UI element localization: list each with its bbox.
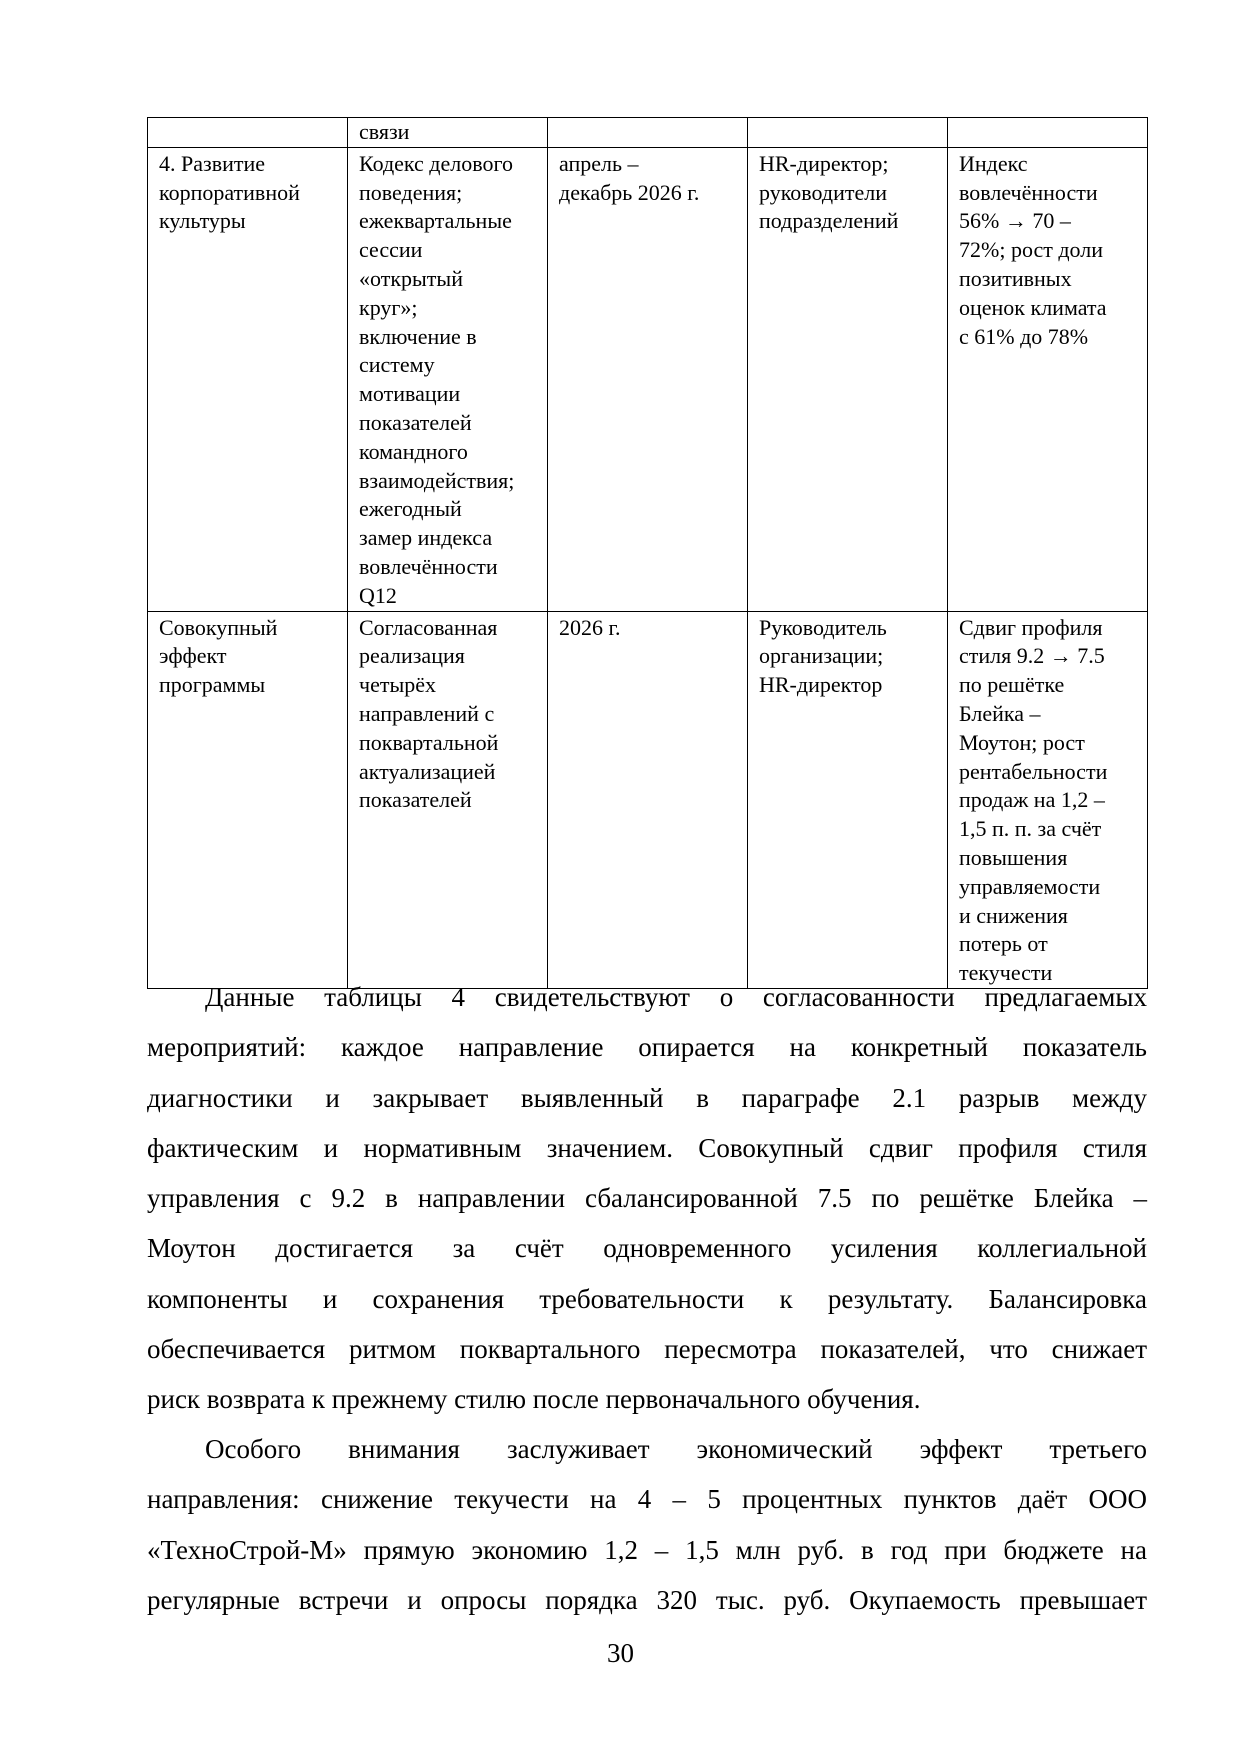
text-line: регулярные встречи и опросы порядка 320 тыс. руб. Окупаемость превышает <box>147 1584 1147 1615</box>
cell-text-line: повышения <box>959 844 1068 870</box>
cell-text-line: поведения; <box>359 179 463 205</box>
table-row <box>148 118 1148 148</box>
cell-text-line: четырёх <box>359 672 436 698</box>
cell-text-line: показателей <box>359 409 472 435</box>
cell-text-line: руководители <box>759 179 887 205</box>
cell-text-line: с 61% до 78% <box>959 323 1089 349</box>
cell-text-line: связи <box>359 119 410 144</box>
cell-text-line: программы <box>159 672 266 698</box>
cell-text-line: командного <box>359 438 468 464</box>
paragraph-1 <box>147 972 1147 1425</box>
cell-text-line: управляемости <box>959 873 1101 899</box>
cell-text-line: 2026 г. <box>559 614 621 640</box>
cell-text-line: Блейка – <box>959 700 1041 726</box>
text-line: фактическим и нормативным значением. Совокупный сдвиг профиля стиля <box>147 1132 1147 1163</box>
table-cell <box>948 611 1148 988</box>
cell-text-line: направлений с <box>359 700 495 726</box>
table-row <box>148 147 1148 611</box>
table-cell <box>148 118 348 148</box>
cell-text-line: круг»; <box>359 294 418 320</box>
cell-text-line: включение в <box>359 323 477 349</box>
table-row <box>148 611 1148 988</box>
cell-text-line: поквартальной <box>359 729 499 755</box>
text-line: Особого внимания заслуживает экономический эффект третьего <box>205 1434 1147 1464</box>
cell-text-line: по решётке <box>959 672 1065 698</box>
table-cell <box>748 611 948 988</box>
table-cell <box>748 118 948 148</box>
cell-text-line: 4. Развитие <box>159 150 266 176</box>
table-cell <box>748 147 948 611</box>
text-line: мероприятий: каждое направление опирается на конкретный показатель <box>147 1032 1147 1063</box>
cell-text-line: текучести <box>959 960 1053 986</box>
cell-text-line: Руководитель <box>759 614 887 640</box>
cell-text-line: замер индекса <box>359 525 493 551</box>
cell-text-line: апрель – <box>559 150 639 176</box>
cell-text-line: Совокупный <box>159 614 278 640</box>
cell-text-line: Кодекс делового <box>359 150 513 176</box>
page-number: 30 <box>607 1638 634 1668</box>
cell-text-line: 1,5 п. п. за счёт <box>959 816 1102 842</box>
cell-text-line: ежегодный <box>359 496 462 522</box>
cell-text-line: HR-директор <box>759 672 883 698</box>
cell-text-line: Q12 <box>359 582 397 608</box>
cell-text-line: Согласованная <box>359 614 498 640</box>
cell-text-line: Моутон; рост <box>959 729 1085 755</box>
cell-text-line: корпоративной <box>159 179 300 205</box>
table-body <box>148 118 1148 989</box>
cell-text-line: систему <box>359 352 435 378</box>
cell-text-line: актуализацией <box>359 758 496 784</box>
text-line: обеспечивается ритмом поквартального пересмотра показателей, что снижает <box>147 1334 1147 1365</box>
paragraph-2 <box>147 1424 1147 1625</box>
cell-text-line: потерь от <box>959 931 1048 957</box>
table-cell <box>548 147 748 611</box>
cell-text-line: 72%; рост доли <box>959 237 1104 263</box>
cell-text-line: показателей <box>359 787 472 813</box>
cell-text-line: «открытый <box>359 265 463 291</box>
cell-text-line: ежеквартальные <box>359 208 512 234</box>
cell-text-line: декабрь 2026 г. <box>559 179 700 205</box>
table-cell <box>148 611 348 988</box>
text-line: Данные таблицы 4 свидетельствуют о согласованности предлагаемых <box>205 982 1147 1012</box>
text-line: управления с 9.2 в направлении сбалансированной 7.5 по решётке Блейка – <box>147 1183 1147 1214</box>
table-cell <box>348 147 548 611</box>
cell-text-line: взаимодействия; <box>359 467 515 493</box>
text-line: направления: снижение текучести на 4 – 5 процентных пунктов даёт ООО <box>147 1484 1147 1515</box>
table-cell <box>348 118 548 148</box>
table-cell <box>348 611 548 988</box>
table-cell <box>948 118 1148 148</box>
cell-text-line: 56% → 70 – <box>959 208 1071 234</box>
cell-text-line: реализация <box>359 643 465 669</box>
text-line: компоненты и сохранения требовательности к результату. Балансировка <box>147 1283 1147 1314</box>
text-line: риск возврата к прежнему стилю после первоначального обучения. <box>147 1384 921 1415</box>
text-line: Моутон достигается за счёт одновременного усиления коллегиальной <box>147 1233 1147 1264</box>
cell-text-line: позитивных <box>959 265 1072 291</box>
paragraph-2-text <box>147 1424 1147 1625</box>
cell-text-line: оценок климата <box>959 294 1107 320</box>
cell-text-line: организации; <box>759 643 884 669</box>
cell-text-line: вовлечённости <box>959 179 1098 205</box>
table-cell <box>548 118 748 148</box>
text-line: «ТехноСтрой-М» прямую экономию 1,2 – 1,5 млн руб. в год при бюджете на <box>147 1534 1147 1565</box>
cell-text-line: Индекс <box>959 150 1028 176</box>
measures-table <box>147 117 1148 989</box>
table-cell <box>148 147 348 611</box>
cell-text-line: вовлечённости <box>359 553 498 579</box>
paragraph-1-text <box>147 972 1147 1425</box>
cell-text-line: сессии <box>359 237 423 263</box>
cell-text-line: продаж на 1,2 – <box>959 787 1105 813</box>
cell-text-line: стиля 9.2 → 7.5 <box>959 643 1105 669</box>
cell-text-line: культуры <box>159 208 246 234</box>
cell-text-line: мотивации <box>359 381 461 407</box>
table-cell <box>548 611 748 988</box>
text-line: диагностики и закрывает выявленный в параграфе 2.1 разрыв между <box>147 1082 1147 1113</box>
cell-text-line: HR-директор; <box>759 150 889 176</box>
cell-text-line: и снижения <box>959 902 1068 928</box>
table-cell <box>948 147 1148 611</box>
cell-text-line: рентабельности <box>959 758 1108 784</box>
cell-text-line: подразделений <box>759 208 899 234</box>
cell-text-line: эффект <box>159 643 227 669</box>
cell-text-line: Сдвиг профиля <box>959 614 1103 640</box>
